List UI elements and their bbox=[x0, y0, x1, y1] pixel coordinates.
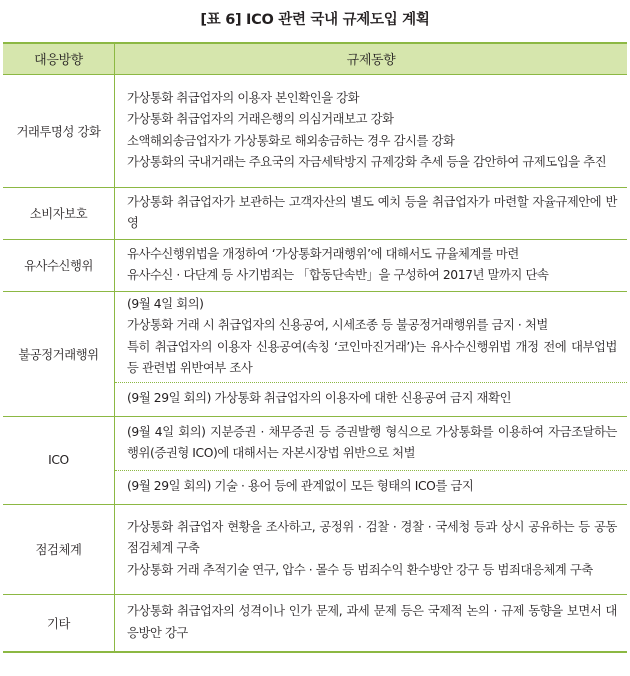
table-row bbox=[3, 291, 627, 382]
trend-line: 유사수신 · 다단계 등 사기범죄는 「합동단속반」을 구성하여 2017년 말까지 단속 bbox=[127, 268, 549, 282]
row-category: 점검체계 bbox=[3, 504, 115, 594]
row-category: 유사수신행위 bbox=[3, 239, 115, 291]
trend-line: 가상통화 취급업자의 성격이나 인가 문제, 과세 문제 등은 국제적 논의 · 규제 동향을 보면서 대응방안 강구 bbox=[127, 604, 617, 640]
table-row bbox=[3, 504, 627, 594]
row-trend bbox=[115, 504, 628, 594]
trend-line: 소액해외송금업자가 가상통화로 해외송금하는 경우 감시를 강화 bbox=[127, 133, 455, 148]
trend-line: 가상통화 취급업자 현황을 조사하고, 공정위 · 검찰 · 경찰 · 국세청 등과 상시 공유하는 등 공동점검체계 구축 bbox=[127, 519, 617, 556]
row-trend bbox=[115, 382, 628, 416]
row-trend bbox=[115, 74, 628, 187]
trend-line: 특히 취급업자의 이용자 신용공여(속칭 ‘코인마진거래’)는 유사수신행위법 개정 전에 대부업법 등 관련법 위반여부 조사 bbox=[127, 339, 617, 375]
table-row bbox=[3, 74, 627, 187]
trend-line: 가상통화 취급업자의 이용자 본인확인을 강화 bbox=[127, 90, 360, 105]
row-trend bbox=[115, 187, 628, 239]
table-header-row bbox=[3, 43, 627, 74]
trend-line: 유사수신행위법을 개정하여 ‘가상통화거래행위’에 대해서도 규율체계를 마련 bbox=[127, 246, 519, 261]
table-row bbox=[3, 416, 627, 470]
trend-line: 가상통화의 국내거래는 주요국의 자금세탁방지 규제강화 추세 등을 감안하여 규제도입을 추진 bbox=[127, 155, 607, 169]
header-category: 대응방향 bbox=[3, 43, 115, 74]
regulation-table bbox=[3, 42, 627, 653]
trend-line: (9월 29일 회의) 가상통화 취급업자의 이용자에 대한 신용공여 금지 재확인 bbox=[127, 391, 512, 406]
table-row bbox=[3, 239, 627, 291]
trend-line: 가상통화 취급업자의 거래은행의 의심거래보고 강화 bbox=[127, 112, 394, 126]
row-trend bbox=[115, 239, 628, 291]
table-title: [표 6] ICO 관련 국내 규제도입 계획 bbox=[200, 12, 430, 28]
row-category: 불공정거래행위 bbox=[3, 291, 115, 416]
row-category: 기타 bbox=[3, 594, 115, 652]
row-category: 소비자보호 bbox=[3, 187, 115, 239]
row-trend bbox=[115, 416, 628, 470]
trend-line: (9월 4일 회의) bbox=[127, 296, 204, 311]
row-category: ICO bbox=[3, 416, 115, 504]
trend-line: (9월 4일 회의) 지분증권 · 채무증권 등 증권발행 형식으로 가상통화를 이용하여 자금조달하는 행위(증권형 ICO)에 대해서는 자본시장법 위반으로 처벌 bbox=[127, 424, 617, 460]
table-row bbox=[3, 594, 627, 652]
table-row bbox=[3, 187, 627, 239]
row-category: 거래투명성 강화 bbox=[3, 74, 115, 187]
row-trend bbox=[115, 291, 628, 382]
trend-line: (9월 29일 회의) 기술 · 용어 등에 관계없이 모든 형태의 ICO를 금지 bbox=[127, 479, 474, 494]
header-trend: 규제동향 bbox=[115, 43, 628, 74]
trend-line: 가상통화 거래 시 취급업자의 신용공여, 시세조종 등 불공정거래행위를 금지 · 처벌 bbox=[127, 318, 548, 332]
row-trend bbox=[115, 470, 628, 504]
trend-line: 가상통화 거래 추적기술 연구, 압수 · 몰수 등 범죄수익 환수방안 강구 등 범죄대응체계 구축 bbox=[127, 562, 593, 577]
trend-line: 가상통화 취급업자가 보관하는 고객자산의 별도 예치 등을 취급업자가 마련할 자율규제안에 반영 bbox=[127, 194, 617, 230]
row-trend bbox=[115, 594, 628, 652]
